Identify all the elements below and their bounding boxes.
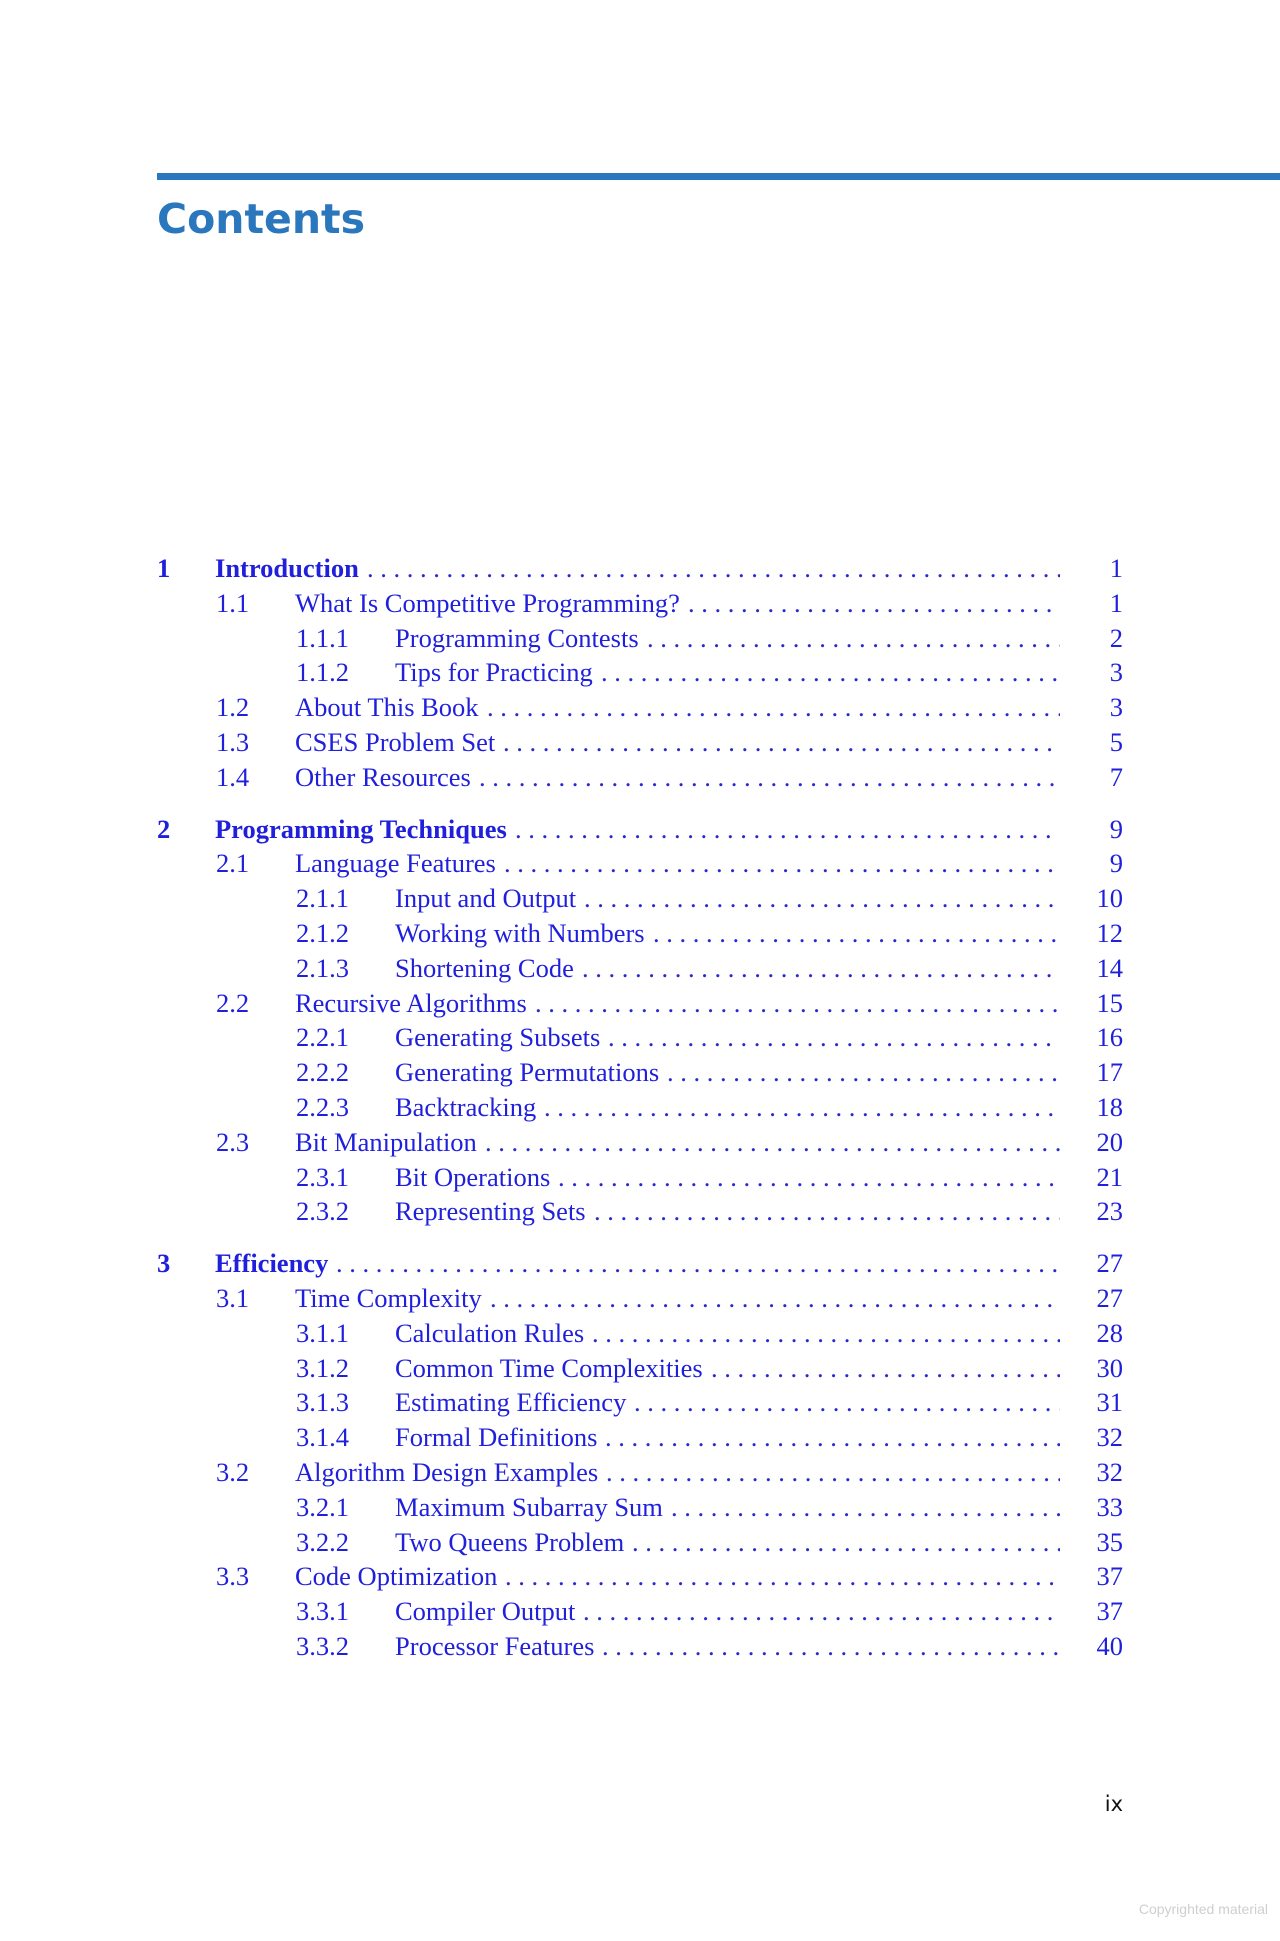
toc-entry-page[interactable]: 23 bbox=[1096, 1196, 1123, 1227]
toc-section[interactable] bbox=[0, 1559, 1280, 1594]
toc-entry-number: 3 bbox=[157, 1248, 171, 1279]
toc-dot-leader bbox=[671, 1490, 1060, 1525]
toc-subsection[interactable] bbox=[0, 1490, 1280, 1525]
toc-subsection[interactable] bbox=[0, 1420, 1280, 1455]
toc-dot-leader bbox=[606, 1455, 1060, 1490]
toc-entry-number: 2.2.1 bbox=[296, 1022, 349, 1053]
toc-entry-number: 2.2.2 bbox=[296, 1057, 349, 1088]
toc-dot-leader bbox=[601, 655, 1060, 690]
toc-dot-leader bbox=[667, 1055, 1060, 1090]
toc-entry-number: 2 bbox=[157, 813, 171, 844]
toc-entry-title[interactable]: What Is Competitive Programming? bbox=[295, 587, 680, 618]
toc-entry-title[interactable]: Language Features bbox=[295, 848, 496, 879]
toc-entry-page[interactable]: 31 bbox=[1096, 1387, 1123, 1418]
watermark: Copyrighted material bbox=[1138, 1901, 1268, 1917]
toc-section[interactable] bbox=[0, 760, 1280, 795]
toc-entry-number: 1.2 bbox=[216, 692, 250, 723]
toc-dot-leader bbox=[592, 1316, 1060, 1351]
toc-dot-leader bbox=[688, 586, 1060, 621]
toc-entry-page[interactable]: 3 bbox=[1109, 692, 1123, 723]
toc-entry-page[interactable]: 7 bbox=[1109, 761, 1123, 792]
toc-dot-leader bbox=[515, 812, 1060, 847]
toc-subsection[interactable] bbox=[0, 1351, 1280, 1386]
toc-entry-number: 3.1.4 bbox=[296, 1422, 349, 1453]
toc-entry-page[interactable]: 1 bbox=[1109, 587, 1123, 618]
toc-entry-title[interactable]: Two Queens Problem bbox=[395, 1526, 625, 1557]
toc-entry-number: 2.3.2 bbox=[296, 1196, 349, 1227]
toc-entry-title[interactable]: Other Resources bbox=[295, 761, 471, 792]
toc-entry-title[interactable]: Input and Output bbox=[395, 883, 577, 914]
toc-entry-page[interactable]: 32 bbox=[1096, 1422, 1123, 1453]
toc-entry-title[interactable]: Maximum Subarray Sum bbox=[395, 1491, 663, 1522]
toc-dot-leader bbox=[608, 1020, 1060, 1055]
toc-entry-number: 2.1.3 bbox=[296, 952, 349, 983]
toc-entry-page[interactable]: 27 bbox=[1096, 1283, 1123, 1313]
toc-entry-title[interactable]: Recursive Algorithms bbox=[295, 987, 527, 1018]
toc-entry-page[interactable]: 37 bbox=[1096, 1561, 1123, 1592]
toc-entry-page[interactable]: 37 bbox=[1096, 1596, 1123, 1627]
toc-entry-number: 2.1.1 bbox=[296, 883, 349, 914]
toc-subsection[interactable] bbox=[0, 1525, 1280, 1560]
toc-entry-page[interactable]: 18 bbox=[1096, 1092, 1123, 1122]
toc-entry-number: 2.1 bbox=[216, 848, 250, 879]
toc-entry-page[interactable]: 15 bbox=[1096, 987, 1123, 1018]
page-title: Contents bbox=[157, 195, 366, 243]
toc-section[interactable] bbox=[0, 846, 1280, 881]
toc-entry-page[interactable]: 30 bbox=[1096, 1352, 1123, 1383]
toc-entry-number: 2.2 bbox=[216, 987, 250, 1018]
toc-entry-page[interactable]: 21 bbox=[1096, 1161, 1123, 1192]
toc-entry-number: 3.3.1 bbox=[296, 1596, 349, 1627]
toc-entry-title[interactable]: Introduction bbox=[215, 553, 359, 583]
toc-chapter[interactable] bbox=[0, 551, 1280, 586]
toc-entry-number: 1.1.1 bbox=[296, 622, 349, 653]
toc-subsection[interactable] bbox=[0, 1316, 1280, 1351]
toc-entry-page[interactable]: 3 bbox=[1109, 657, 1123, 688]
toc-entry-page[interactable]: 33 bbox=[1096, 1491, 1123, 1522]
toc-subsection[interactable] bbox=[0, 881, 1280, 916]
toc-entry-page[interactable]: 5 bbox=[1109, 727, 1123, 757]
toc-subsection[interactable] bbox=[0, 1194, 1280, 1229]
toc-entry-page[interactable]: 14 bbox=[1096, 952, 1123, 983]
toc-subsection[interactable] bbox=[0, 1055, 1280, 1090]
toc-subsection[interactable] bbox=[0, 1160, 1280, 1195]
toc-section[interactable] bbox=[0, 986, 1280, 1021]
toc-section[interactable] bbox=[0, 690, 1280, 725]
toc-dot-leader bbox=[711, 1351, 1060, 1386]
toc-dot-leader bbox=[582, 951, 1060, 986]
toc-entry-title[interactable]: Estimating Efficiency bbox=[395, 1387, 627, 1418]
toc-entry-title[interactable]: Representing Sets bbox=[395, 1196, 586, 1227]
toc-entry-number: 3.2.2 bbox=[296, 1526, 349, 1557]
toc-dot-leader bbox=[583, 1594, 1060, 1629]
toc-entry-number: 3.3 bbox=[216, 1561, 250, 1592]
toc-dot-leader bbox=[594, 1194, 1060, 1229]
toc-entry-number: 3.1 bbox=[216, 1283, 250, 1313]
toc-chapter[interactable] bbox=[0, 812, 1280, 847]
toc-entry-number: 1.1 bbox=[216, 587, 250, 618]
toc-dot-leader bbox=[336, 1246, 1060, 1281]
toc-entry-title[interactable]: About This Book bbox=[295, 692, 479, 723]
toc-entry-page[interactable]: 32 bbox=[1096, 1457, 1123, 1487]
toc-entry-page[interactable]: 17 bbox=[1096, 1057, 1123, 1088]
toc-entry-title[interactable]: Generating Permutations bbox=[395, 1057, 660, 1088]
toc-dot-leader bbox=[605, 1420, 1060, 1455]
toc-dot-leader bbox=[485, 1125, 1060, 1160]
toc-entry-number: 1 bbox=[157, 553, 171, 583]
toc-entry-number: 3.1.3 bbox=[296, 1387, 349, 1418]
toc-entry-title[interactable]: Shortening Code bbox=[395, 952, 574, 983]
toc-entry-title[interactable]: Efficiency bbox=[215, 1248, 329, 1279]
toc-dot-leader bbox=[634, 1385, 1060, 1420]
toc-entry-number: 2.2.3 bbox=[296, 1092, 349, 1122]
toc-section[interactable] bbox=[0, 725, 1280, 760]
toc-entry-number: 1.3 bbox=[216, 727, 250, 757]
toc-dot-leader bbox=[535, 986, 1060, 1021]
toc-dot-leader bbox=[584, 881, 1060, 916]
toc-entry-number: 2.1.2 bbox=[296, 918, 349, 948]
toc-entry-page[interactable]: 10 bbox=[1096, 883, 1123, 914]
toc-entry-title[interactable]: Programming Contests bbox=[395, 622, 639, 653]
toc-entry-title[interactable]: Processor Features bbox=[395, 1631, 595, 1661]
toc-chapter[interactable] bbox=[0, 1246, 1280, 1281]
toc-entry-page[interactable]: 16 bbox=[1096, 1022, 1123, 1053]
toc-dot-leader bbox=[487, 690, 1060, 725]
toc-entry-title[interactable]: Backtracking bbox=[395, 1092, 537, 1122]
toc-dot-leader bbox=[504, 846, 1060, 881]
toc-subsection[interactable] bbox=[0, 1020, 1280, 1055]
toc-entry-number: 1.4 bbox=[216, 761, 250, 792]
toc-entry-page[interactable]: 27 bbox=[1096, 1248, 1123, 1279]
toc-entry-number: 2.3 bbox=[216, 1126, 250, 1157]
toc-entry-number: 3.1.2 bbox=[296, 1352, 349, 1383]
toc-entry-number: 1.1.2 bbox=[296, 657, 349, 688]
toc-entry-page[interactable]: 9 bbox=[1109, 848, 1123, 879]
toc-entry-number: 3.2 bbox=[216, 1457, 250, 1487]
toc-entry-page[interactable]: 1 bbox=[1109, 553, 1123, 583]
toc-dot-leader bbox=[632, 1525, 1060, 1560]
toc-dot-leader bbox=[367, 551, 1060, 586]
toc-subsection[interactable] bbox=[0, 951, 1280, 986]
toc-entry-title[interactable]: Tips for Practicing bbox=[395, 657, 593, 688]
toc-subsection[interactable] bbox=[0, 655, 1280, 690]
toc-subsection[interactable] bbox=[0, 621, 1280, 656]
toc-entry-title[interactable]: Formal Definitions bbox=[395, 1422, 598, 1453]
toc-section[interactable] bbox=[0, 1281, 1280, 1316]
toc-subsection[interactable] bbox=[0, 1629, 1280, 1664]
toc-entry-page[interactable]: 2 bbox=[1109, 622, 1123, 653]
toc-entry-title[interactable]: Compiler Output bbox=[395, 1596, 576, 1627]
toc-entry-number: 3.2.1 bbox=[296, 1491, 349, 1522]
toc-entry-title[interactable]: Algorithm Design Examples bbox=[295, 1457, 599, 1487]
page-number: ix bbox=[1104, 1792, 1123, 1816]
toc-entry-title[interactable]: Code Optimization bbox=[295, 1561, 498, 1592]
toc-entry-page[interactable]: 28 bbox=[1096, 1317, 1123, 1348]
toc-subsection[interactable] bbox=[0, 1090, 1280, 1125]
toc-entry-page[interactable]: 40 bbox=[1096, 1631, 1123, 1661]
toc-entry-number: 3.3.2 bbox=[296, 1631, 349, 1661]
toc-dot-leader bbox=[544, 1090, 1060, 1125]
toc-entry-title[interactable]: Programming Techniques bbox=[215, 813, 507, 844]
toc-entry-number: 2.3.1 bbox=[296, 1161, 349, 1192]
toc-entry-title[interactable]: Common Time Complexities bbox=[395, 1352, 703, 1383]
toc-dot-leader bbox=[558, 1160, 1060, 1195]
toc-dot-leader bbox=[490, 1281, 1060, 1316]
toc-entry-page[interactable]: 35 bbox=[1096, 1526, 1123, 1557]
toc-dot-leader bbox=[503, 725, 1060, 760]
toc-entry-title[interactable]: Generating Subsets bbox=[395, 1022, 601, 1053]
toc-entry-title[interactable]: Calculation Rules bbox=[395, 1317, 585, 1348]
toc-dot-leader bbox=[653, 916, 1060, 951]
toc-dot-leader bbox=[602, 1629, 1060, 1664]
toc-entry-title[interactable]: Working with Numbers bbox=[395, 918, 645, 948]
toc-section[interactable] bbox=[0, 586, 1280, 621]
toc-subsection[interactable] bbox=[0, 1385, 1280, 1420]
toc-entry-title[interactable]: Bit Operations bbox=[395, 1161, 551, 1192]
toc-subsection[interactable] bbox=[0, 1594, 1280, 1629]
toc-entry-title[interactable]: CSES Problem Set bbox=[295, 727, 496, 757]
toc-entry-title[interactable]: Bit Manipulation bbox=[295, 1126, 477, 1157]
header-rule bbox=[157, 173, 1280, 180]
toc-subsection[interactable] bbox=[0, 916, 1280, 951]
toc-dot-leader bbox=[479, 760, 1060, 795]
toc-entry-number: 3.1.1 bbox=[296, 1317, 349, 1348]
toc-section[interactable] bbox=[0, 1125, 1280, 1160]
toc-dot-leader bbox=[647, 621, 1060, 656]
toc-dot-leader bbox=[505, 1559, 1060, 1594]
toc-entry-page[interactable]: 12 bbox=[1096, 918, 1123, 948]
toc-entry-page[interactable]: 20 bbox=[1096, 1126, 1123, 1157]
toc-entry-title[interactable]: Time Complexity bbox=[295, 1283, 482, 1313]
toc-section[interactable] bbox=[0, 1455, 1280, 1490]
toc-entry-page[interactable]: 9 bbox=[1109, 813, 1123, 844]
